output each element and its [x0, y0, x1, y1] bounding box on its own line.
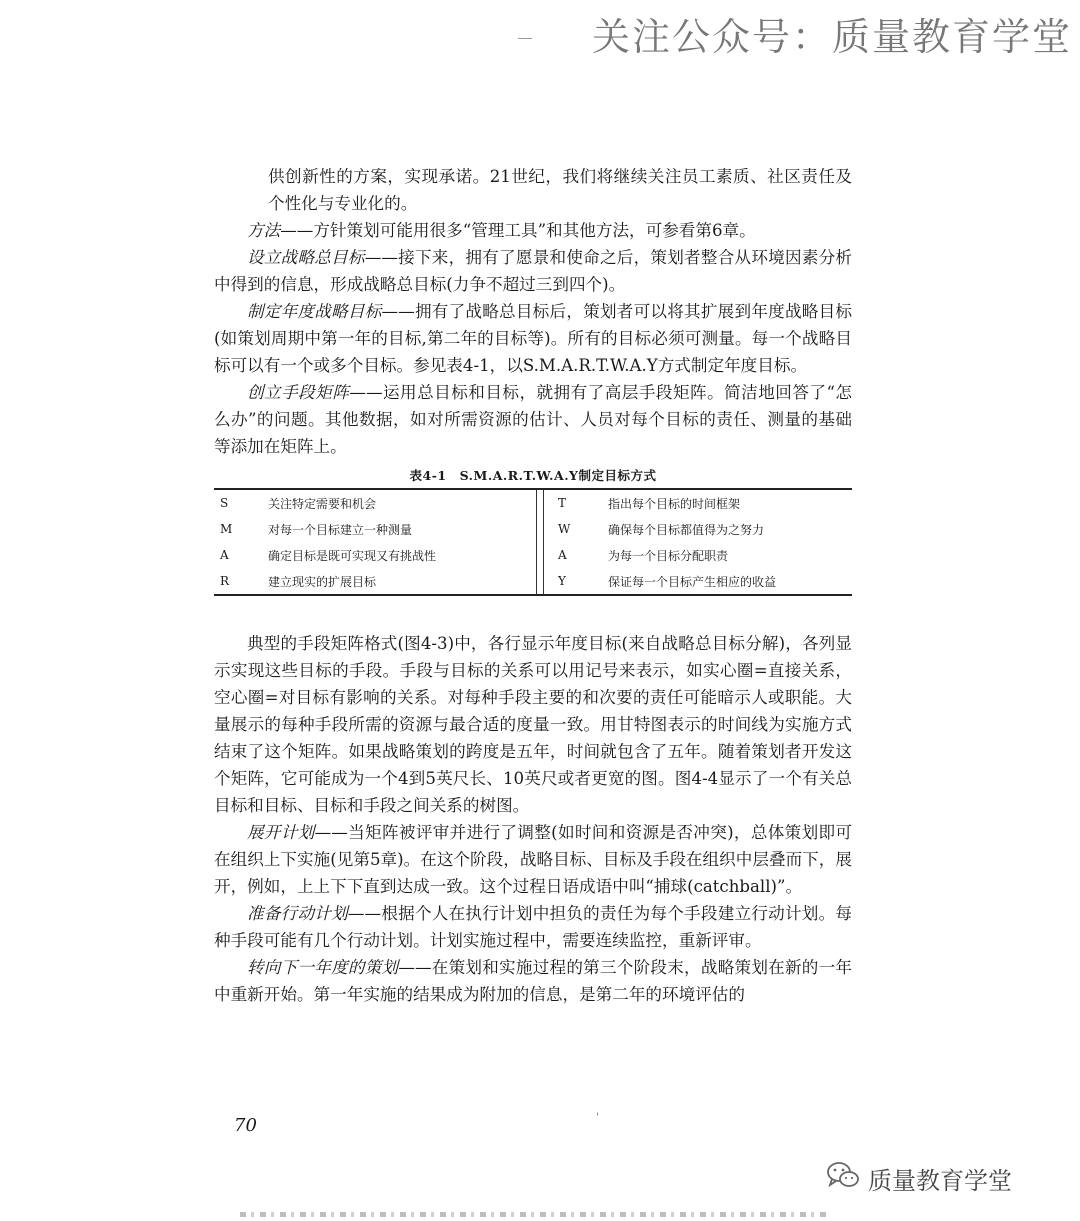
text-deploy-plan: ——当矩阵被评审并进行了调整(如时间和资源是否冲突)，总体策划即可在组织上下实施(见第5章)。在这个阶段，战略目标、目标及手段在组织中层叠而下，展开，例如，上上下下直到达成一致。这个过程日语成语中叫“捕球(catchball)”。 [214, 823, 853, 896]
table-letter: A [558, 548, 567, 562]
table-desc: 关注特定需要和机会 [268, 496, 377, 511]
page-body [214, 163, 852, 1008]
brand-badge [826, 1160, 1012, 1196]
table-desc: 确保每个目标都值得为之努力 [608, 522, 765, 537]
table-desc: 对每一个目标建立一种测量 [268, 522, 413, 537]
bottom-scan-artifact [240, 1212, 830, 1217]
term-annual-goal: 制定年度战略目标 [247, 302, 382, 321]
paragraph-action-plan [214, 900, 852, 954]
text-annual-goal: ——拥有了战略总目标后，策划者可以将其扩展到年度战略目标(如策划周期中第一年的目标,第二年的目标等)。所有的目标必须可测量。每一个战略目标可以有一个或多个目标。参见表4-1，以S.M.A.R.T.W.A.Y方式制定年度目标。 [214, 302, 853, 375]
term-next-year: 转向下一年度的策划 [247, 958, 399, 977]
header-dash [518, 38, 532, 39]
table-letter: M [220, 522, 233, 536]
table-divider [537, 542, 544, 568]
wechat-icon [826, 1160, 860, 1196]
table-desc: 保证每一个目标产生相应的收益 [608, 574, 777, 589]
table-row [214, 516, 852, 542]
paragraph-means-matrix [214, 379, 852, 460]
table-row [214, 568, 852, 595]
text-action-plan: ——根据个人在执行计划中担负的责任为每个手段建立行动计划。每种手段可能有几个行动计划。计划实施过程中，需要连续监控，重新评审。 [214, 904, 853, 950]
spacer [214, 596, 852, 630]
paragraph-strategic-goal [214, 244, 852, 298]
table-desc: 指出每个目标的时间框架 [608, 496, 741, 511]
paragraph-matrix-format: 典型的手段矩阵格式(图4-3)中，各行显示年度目标(来自战略总目标分解)，各列显示实现这些目标的手段。手段与目标的关系可以用记号来表示，如实心圈=直接关系，空心圈=对目标有影响的关系。对每种手段主要的和次要的责任可能暗示人或职能。大量展示的每种手段所需的资源与最合适的度量一致。用甘特图表示的时间线为实施方式结束了这个矩阵。如果战略策划的跨度是五年，时间就包含了五年。随着策划者开发这个矩阵，它可能成为一个4到5英尺长、10英尺或者更宽的图。图4-4显示了一个有关总目标和目标、目标和手段之间关系的树图。 [214, 634, 852, 815]
table-letter: W [558, 522, 571, 536]
table-row [214, 542, 852, 568]
text-strategic-goal: ——接下来，拥有了愿景和使命之后，策划者整合从环境因素分析中得到的信息，形成战略总目标(力争不超过三到四个)。 [214, 248, 853, 294]
term-method: 方法 [247, 221, 281, 240]
table-letter: A [220, 548, 229, 562]
text-next-year: ——在策划和实施过程的第三个阶段末，战略策划在新的一年中重新开始。第一年实施的结果成为附加的信息，是第二年的环境评估的 [214, 958, 853, 1004]
table-desc: 为每一个目标分配职责 [608, 548, 729, 563]
table-row [214, 489, 852, 516]
table-caption: 表4-1 S.M.A.R.T.W.A.Y制定目标方式 [409, 468, 657, 483]
smartway-table [214, 488, 852, 596]
table-letter: T [558, 496, 567, 510]
paragraph-next-year [214, 954, 852, 1008]
watermark-text: 关注公众号：质量教育学堂 [591, 15, 1072, 59]
paragraph-1: 供创新性的方案，实现承诺。21世纪，我们将继续关注员工素质、社区责任及个性化与专业化的。 [268, 167, 852, 213]
text-method: ——方针策划可能用很多“管理工具”和其他方法，可参看第6章。 [280, 221, 756, 240]
table-divider [537, 489, 544, 516]
table-desc: 确定目标是既可实现又有挑战性 [268, 548, 437, 563]
table-divider [537, 568, 544, 595]
term-means-matrix: 创立手段矩阵 [247, 383, 350, 402]
page-number: 70 [234, 1115, 257, 1136]
table-letter: S [220, 496, 229, 510]
scan-mark: ' [596, 1112, 599, 1123]
table-divider [537, 516, 544, 542]
text-means-matrix: ——运用总目标和目标，就拥有了高层手段矩阵。简洁地回答了“怎么办”的问题。其他数据，如对所需资源的估计、人员对每个目标的责任、测量的基础等添加在矩阵上。 [214, 383, 853, 456]
paragraph-deploy-plan [214, 819, 852, 900]
table-letter: Y [558, 574, 566, 588]
paragraph-annual-goal [214, 298, 852, 379]
brand-name: 质量教育学堂 [868, 1166, 1012, 1195]
term-strategic-goal: 设立战略总目标 [247, 248, 365, 267]
term-deploy-plan: 展开计划 [247, 823, 315, 842]
table-letter: R [220, 574, 230, 588]
table-desc: 建立现实的扩展目标 [268, 574, 377, 589]
term-action-plan: 准备行动计划 [247, 904, 348, 923]
paragraph-method [214, 217, 852, 244]
